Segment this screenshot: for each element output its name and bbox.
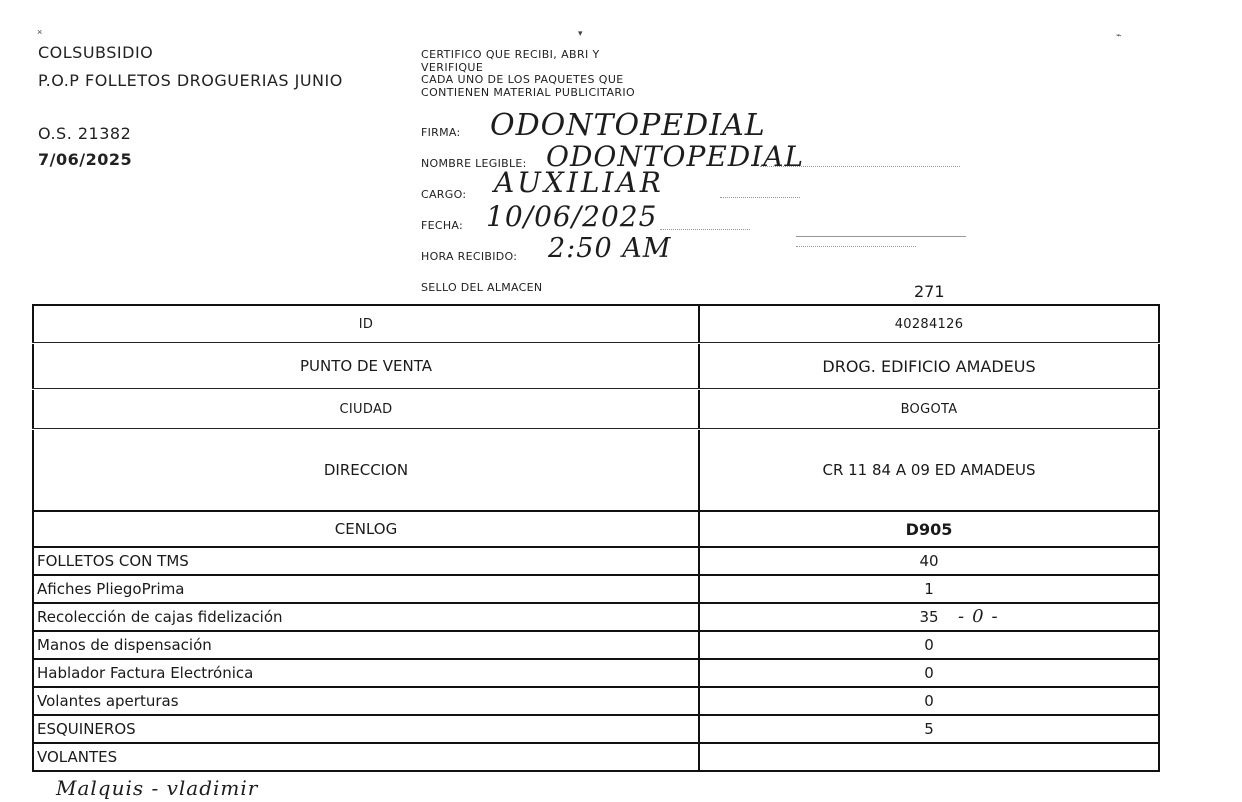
item-row <box>32 744 1160 770</box>
item-name: Volantes aperturas <box>37 692 179 710</box>
scan-mark: × <box>37 27 43 37</box>
detail-row-point-of-sale <box>32 344 1160 388</box>
item-name-cell <box>32 548 700 574</box>
item-name: Recolección de cajas fidelización <box>37 608 283 626</box>
time-received-label: HORA RECIBIDO: <box>421 250 518 263</box>
item-qty: 0 <box>924 692 934 710</box>
detail-label-cell <box>32 306 700 342</box>
detail-value-cell <box>700 512 1160 546</box>
cenlog-value: D905 <box>905 519 953 539</box>
cenlog-label: CENLOG <box>334 520 398 538</box>
certificate-line: CADA UNO DE LOS PAQUETES QUE <box>421 73 624 86</box>
item-row <box>32 576 1160 602</box>
position-label: CARGO: <box>421 188 467 201</box>
detail-row-id <box>32 306 1160 342</box>
legible-name-label: NOMBRE LEGIBLE: <box>421 157 527 170</box>
qty-annotation: -0- <box>958 606 1006 627</box>
certificate-line: VERIFIQUE <box>421 60 484 74</box>
item-qty-cell <box>700 632 1160 658</box>
point-of-sale-value: DROG. EDIFICIO AMADEUS <box>822 356 1036 376</box>
item-name-cell <box>32 632 700 658</box>
detail-label-cell <box>32 390 700 428</box>
detail-row-city <box>32 390 1160 428</box>
handwritten-note: Malquis - vladimir <box>56 776 259 800</box>
item-name: Afiches PliegoPrima <box>37 580 185 598</box>
item-row <box>32 632 1160 658</box>
address-value: CR 11 84 A 09 ED AMADEUS <box>822 461 1036 479</box>
date-label: FECHA: <box>421 219 464 232</box>
item-name: Hablador Factura Electrónica <box>37 664 254 682</box>
detail-row-address <box>32 430 1160 510</box>
item-qty: 40 <box>919 552 939 570</box>
item-name-cell <box>32 576 700 602</box>
item-name: ESQUINEROS <box>37 720 136 738</box>
scan-mark: ▾ <box>578 28 583 38</box>
faint-stamp-line <box>760 166 960 167</box>
item-qty-cell <box>700 716 1160 742</box>
detail-value-cell <box>700 306 1160 342</box>
address-label: DIRECCION <box>323 461 409 479</box>
item-qty-cell <box>700 688 1160 714</box>
item-name-cell <box>32 604 700 630</box>
date-handwriting: 10/06/2025 <box>486 200 658 233</box>
item-qty: 5 <box>924 720 934 738</box>
item-row <box>32 716 1160 742</box>
detail-label-cell <box>32 344 700 388</box>
position-handwriting: AUXILIAR <box>494 166 664 199</box>
item-name-cell <box>32 716 700 742</box>
faint-stamp-line <box>660 229 750 230</box>
item-qty-cell <box>700 576 1160 602</box>
id-value: 40284126 <box>894 316 964 332</box>
item-name-cell <box>32 744 700 770</box>
detail-value-cell <box>700 390 1160 428</box>
id-label: ID <box>358 316 374 332</box>
order-number: O.S. 21382 <box>38 124 132 143</box>
item-qty: 35 <box>919 608 939 626</box>
scan-mark: ⌁ <box>1116 30 1122 40</box>
item-qty: 1 <box>924 580 934 598</box>
item-name-cell <box>32 660 700 686</box>
item-name: Manos de dispensación <box>37 636 212 654</box>
item-row <box>32 604 1160 630</box>
item-row <box>32 548 1160 574</box>
legible-name-handwriting: ODONTOPEDIAL <box>546 140 805 173</box>
signature-handwriting: ODONTOPEDIAL <box>490 108 766 143</box>
item-qty-cell <box>700 660 1160 686</box>
item-row <box>32 688 1160 714</box>
detail-value-cell <box>700 430 1160 510</box>
item-name: VOLANTES <box>37 748 118 766</box>
certificate-line: CERTIFICO QUE RECIBI, ABRI Y <box>421 48 600 61</box>
item-row <box>32 660 1160 686</box>
point-of-sale-label: PUNTO DE VENTA <box>300 357 432 375</box>
campaign-title: P.O.P FOLLETOS DROGUERIAS JUNIO <box>38 71 343 90</box>
page-number: 271 <box>914 282 945 301</box>
signature-label: FIRMA: <box>421 126 461 139</box>
item-name: FOLLETOS CON TMS <box>37 552 189 570</box>
time-handwriting: 2:50 AM <box>548 233 672 264</box>
item-qty: 0 <box>924 664 934 682</box>
certificate-line: CONTIENEN MATERIAL PUBLICITARIO <box>421 85 636 99</box>
detail-row-cenlog <box>32 512 1160 546</box>
detail-value-cell <box>700 344 1160 388</box>
detail-label-cell <box>32 512 700 546</box>
item-name-cell <box>32 688 700 714</box>
certificate-text <box>421 49 635 99</box>
stamp-label: SELLO DEL ALMACEN <box>421 281 543 294</box>
item-qty-cell <box>700 548 1160 574</box>
item-qty-cell <box>700 744 1160 770</box>
faint-stamp-line <box>796 246 916 247</box>
faint-stamp-line <box>720 197 800 198</box>
faint-stamp-line <box>796 236 966 237</box>
document-date: 7/06/2025 <box>38 150 133 169</box>
detail-label-cell <box>32 430 700 510</box>
city-label: CIUDAD <box>339 401 393 417</box>
item-qty: 0 <box>924 636 934 654</box>
company-name: COLSUBSIDIO <box>38 43 154 62</box>
item-qty-cell <box>700 604 1160 630</box>
city-value: BOGOTA <box>900 401 958 417</box>
